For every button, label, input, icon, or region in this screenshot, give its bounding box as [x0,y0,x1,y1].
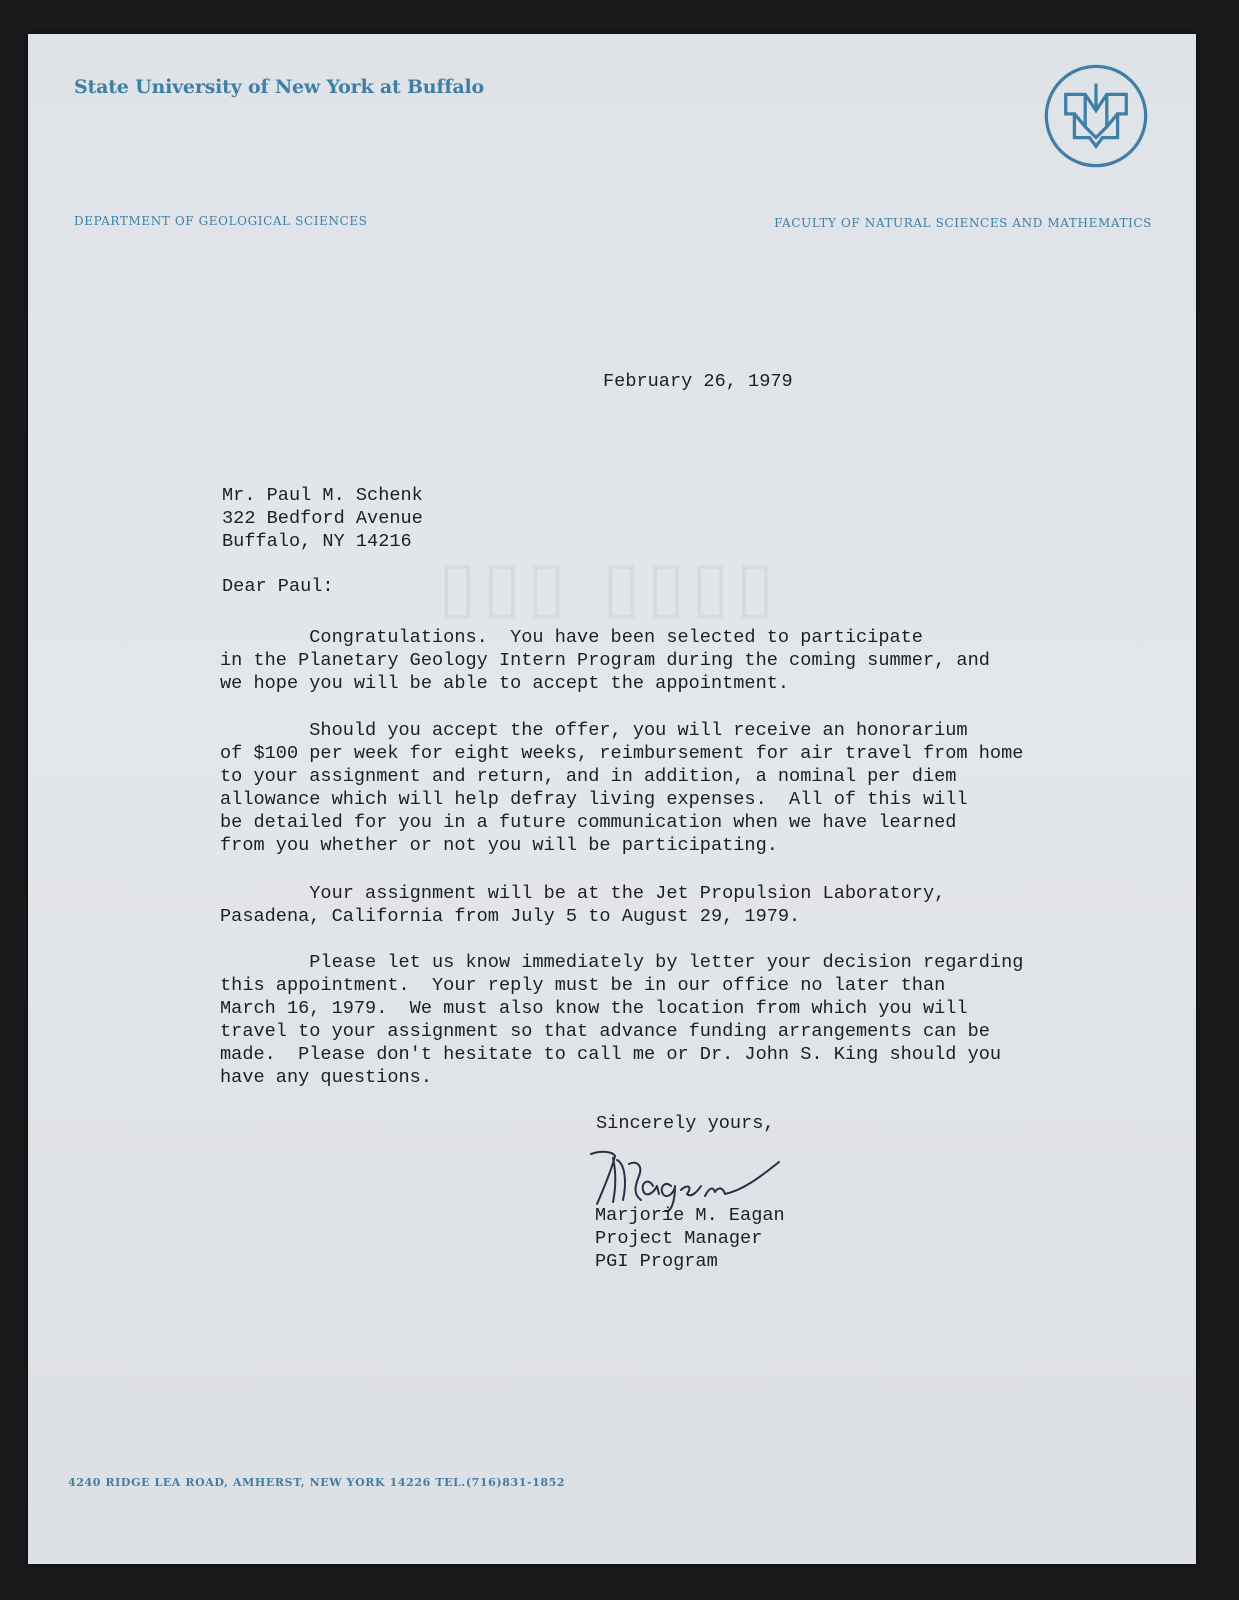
signer-block [595,1204,785,1273]
letterhead-faculty: FACULTY OF NATURAL SCIENCES AND MATHEMATICS [774,216,1152,230]
letterhead-footer: 4240 RIDGE LEA ROAD, AMHERST, NEW YORK 14226 TEL.(716)831-1852 [68,1476,566,1489]
letterhead-university: State University of New York at Buffalo [74,76,484,98]
recipient-name: Mr. Paul M. Schenk [222,485,423,506]
salutation: Dear Paul: [222,576,334,597]
letterhead-department: DEPARTMENT OF GEOLOGICAL SCIENCES [74,214,368,228]
handwritten-signature [583,1142,813,1212]
signer-name: Marjorie M. Eagan [595,1205,785,1226]
recipient-street: 322 Bedford Avenue [222,508,423,529]
closing: Sincerely yours, [596,1113,775,1134]
body-paragraph: Your assignment will be at the Jet Propulsion Laboratory, Pasadena, California from July 5 to August 29, 1979. [220,883,946,927]
signer-program: PGI Program [595,1251,718,1272]
university-seal-icon [1042,62,1150,170]
signer-title: Project Manager [595,1228,763,1249]
letter-date: February 26, 1979 [603,371,793,392]
letter-page [28,34,1196,1564]
body-paragraph: Please let us know immediately by letter your decision regarding this appointment. Your reply must be in our office no later than March 16, 1979. We must also know the location from which you will travel to your assignment so that advance funding arrangements can be made. Please don't hesitate to call me or Dr. John S. King should you have any questions. [220,952,1024,1088]
body-paragraph: Should you accept the offer, you will receive an honorarium of $100 per week for eight weeks, reimbursement for air travel from home to your assignment and return, and in addition, a nominal per diem allowance which will help defray living expenses. All of this will be detailed for you in a future communication when we have learned from you whether or not you will be participating. [220,720,1024,856]
recipient-address [222,484,423,553]
show-through-ghost: ▯▯▯ ▯▯▯▯ [438,544,781,627]
body-paragraph: Congratulations. You have been selected to participate in the Planetary Geology Intern Program during the coming summer, and we hope you will be able to accept the appointment. [220,627,990,694]
recipient-city: Buffalo, NY 14216 [222,531,412,552]
